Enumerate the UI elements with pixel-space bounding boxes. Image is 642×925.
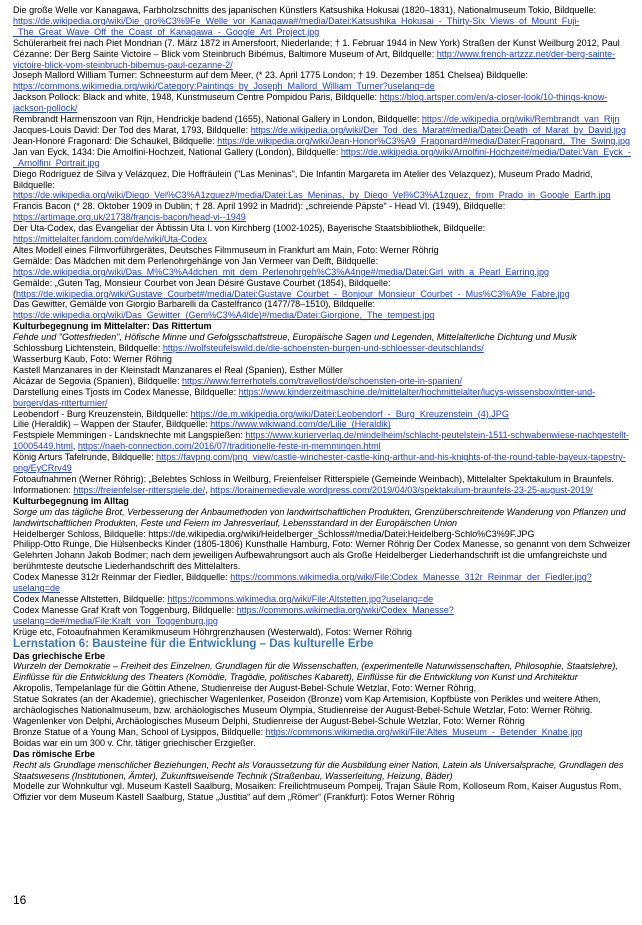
credit-text: Joseph Mallord William Turner: Schneesturm auf dem Meer, (* 23. April 1775 London; † 19. Dezember 1851 Chelsea) Bildquelle: [13, 70, 528, 81]
credit-entry [13, 38, 632, 71]
credit-entry [13, 169, 632, 202]
source-link[interactable]: https://artimage.org.uk/21738/francis-bacon/head-vi--1949 [13, 212, 246, 223]
source-link[interactable]: https://commons.wikimedia.org/wiki/Category:Paintings_by_Joseph_Mallord_William_Turner?uselang=de [13, 81, 435, 92]
credit-text: Schülerarbeit frei nach Piet Mondrian (7. März 1872 in Amersfoort, Niederlande; † 1. Februar 1944 in New York) Straßen der Kunst Weilburg 2012, Paul Cézanne: Der Berg Sainte Victoire – Blick vom Steinbruch Bibémus, Baltimore Museum of Art, Bildquelle: [13, 37, 620, 59]
credit-text: Krüge etc, Fotoaufnahmen Keramikmuseum Höhrgrenzhausen (Westerwald), Fotos: Werner Röhrig [13, 626, 412, 637]
credit-text: Altes Modell eines Filmvorführgerätes, Deutsches Filmmuseum in Frankfurt am Main, Foto: Werner Röhrig [13, 244, 439, 255]
credit-text: Codex Manesse Altstetten, Bildquelle: [13, 593, 168, 604]
credit-entry [13, 430, 632, 452]
source-link[interactable]: https://www.wikiwand.com/de/Lilie_(Heraldik) [210, 419, 391, 430]
credit-entry [13, 627, 632, 638]
credit-entry [13, 474, 632, 496]
credit-text: Jacques-Louis David: Der Tod des Marat, 1793, Bildquelle: [13, 124, 251, 135]
credit-text: , [72, 441, 78, 452]
credit-text: Fotoaufnahmen (Werner Röhrig): „Belebtes Schloss in Weilburg, Freienfelser Ritterspiele (Gemeinde Weinbach), Mittelalter Spektakulum in Braunfels. Informationen: [13, 473, 614, 495]
credit-entry [13, 92, 632, 114]
source-link[interactable]: https://www.kurierverlag.de/mindelheim/schlacht-peutelstein-1511-schwabenwiese-nachgestellt-10005449.html [13, 430, 629, 452]
source-link[interactable]: https://de.wikipedia.org/wiki/Diego_Vel%C3%A1zquez#/media/Datei:Las_Meninas,_by_Diego_Vel%C3%A1zquez,_from_Prado_in_Google_Earth.jpg [13, 190, 611, 201]
credit-text: Bronze Statue of a Young Man, School of Lysippos, Bildquelle: [13, 726, 266, 737]
image-credits-list [13, 683, 632, 748]
credit-text: Boidas war ein um 300 v. Chr. tätiger griechischer Erzgießer. [13, 737, 256, 748]
intro-roemisches-erbe: Recht als Grundlage menschlicher Beziehungen, Recht als Voraussetzung für die Ausbildung einer Nation, Latein als Universalsprache, Grundlagen des Staatswesens (Institutionen, Ämter), Zukunftsweisende Technik (Straßenbau, Wasserleitung, Heizung, Bäder) [13, 759, 624, 781]
credit-text: Philipp-Otto Runge, Die Hülsenbecks Kinder (1805-1806) Kunsthalle Hamburg, Foto: Werner Röhrig Der Codex Manesse, so genannt von dem Schweizer Gelehrten Johann Jakob Bodmer; nach dem jeweiligen Aufbewahrungsort auch als Große Heidelberger Liederhandschrift ist die umfangreichste und berühmteste deutsche Liederhandschrift des Mittelalters. [13, 539, 631, 572]
subheading-alltag: Kulturbegegnung im Alltag [13, 495, 129, 506]
credit-text: Codex Manesse 312r Reinmar der Fiedler, Bildquelle: [13, 572, 231, 583]
credit-entry [13, 5, 632, 38]
credit-entry [13, 201, 632, 223]
source-link[interactable]: https://naeh-connection.com/2016/07/traditionelle-feste-in-memmingen.html [77, 441, 381, 452]
credit-text: Modelle zur Wohnkultur vgl. Museum Kastell Saalburg, Mosaiken: Freilichtmuseum Pompeij, Trajan Säule Rom, Kolloseum Rom, Kaiser Augustus Rom, Offizier vor dem Museum Kastell Saalburg, Statue „Justitia“ auf dem „Römer“ (Frankfurt): Fotos Werner Röhrig [13, 781, 622, 803]
credit-text: König Arturs Tafelrunde, Bildquelle: [13, 452, 157, 463]
credit-entry [13, 539, 632, 572]
credit-entry [13, 419, 632, 430]
credit-text: Jean-Honoré Fragonard: Die Schaukel, Bildquelle: [13, 135, 218, 146]
credit-text: Lilie (Heraldik) – Wappen der Staufer, Bildquelle: [13, 419, 211, 430]
source-link[interactable]: http://www.french-artzzz.net/der-berg-sainte-victoire-blick-vom-steinbruch-bibemus-paul-cezanne-2/ [13, 48, 616, 70]
source-link[interactable]: https://de.wikipedia.org/wiki/Arnolfini-Hochzeit#/media/Datei:Van_Eyck_-_Arnolfini_Portrait.jpg [13, 146, 631, 168]
section-heading-lernstation-6: Lernstation 6: Bausteine für die Entwicklung – Das kulturelle Erbe [13, 637, 374, 650]
credit-entry [13, 299, 632, 321]
source-link[interactable]: https://www.kinderzeitmaschine.de/mittelalter/hochmittelalter/lucys-wissensbox/ritter-und-burgen/das-ritterturnier/ [13, 386, 596, 408]
credit-entry [13, 136, 632, 147]
credit-entry [13, 727, 632, 738]
credit-entry [13, 594, 632, 605]
subheading-griechisches-erbe: Das griechische Erbe [13, 650, 106, 661]
credit-text: Codex Manesse Graf Kraft von Toggenburg, Bildquelle: [13, 604, 237, 615]
credit-text: Wasserburg Kaub, Foto: Werner Röhrig [13, 354, 172, 364]
credit-text: Statue Sokrates (an der Akademie), griechischer Wagenlenker, Poseidon (Bronze) vom Kap Artemision, Kopfbüste von Perikles und weitere Athen, archäologisches Nationalmuseum, bzw. archäologisches Museum Olympia, Studienreise der August-Bebel-Schule Wetzlar, Foto: Werner Röhrig. [13, 694, 601, 716]
credit-text: Jackson Pollock: Black and white, 1948, Kunstmuseum Centre Pompidou Paris, Bildquelle: [13, 92, 380, 103]
credit-text: Akropolis, Tempelanlage für die Göttin Athene, Studienreise der August-Bebel-Schule Wetzlar, Foto: Werner Röhrig, [13, 683, 477, 694]
credit-entry [13, 683, 632, 694]
credit-text: Wagenlenker von Delphi, Archäologisches Museum Delphi, Studienreise der August-Bebel-Schule Wetzlar, Foto: Werner Röhrig [13, 716, 525, 726]
credit-text: Jan van Eyck, 1434: Die Arnolfini-Hochzeit, National Gallery (London), Bildquelle: [13, 146, 341, 157]
credit-entry [13, 694, 632, 716]
credit-text: Die große Welle vor Kanagawa, Farbholzschnitts des japanischen Künstlers Katsushika Hokusai (1820–1831), Nationalmuseum Tokio, Bildquelle: [13, 5, 597, 15]
credit-entry [13, 354, 632, 365]
intro-rittertum: Fehde und "Gottesfrieden", Höfische Minne und Gefolgsschaftstreue, Europäische Sagen und Legenden, Mittelalterliche Dichtung und Musik [13, 332, 577, 343]
credit-text: Das Gewitter, Gemälde von Giorgio Barbarelli da Castelfranco (1477/78–1510), Bildquelle: [13, 299, 376, 310]
subheading-rittertum: Kulturbegegnung im Mittelalter: Das Rittertum [13, 321, 212, 332]
image-credits-list [13, 343, 632, 496]
credit-text: Diego Rodríguez de Silva y Velázquez, Die Hoffräulein ("Las Meninas", Die Infantin Margareta im Atelier des Velazquez), Museum Prado Madrid, Bildquelle: [13, 168, 593, 190]
credit-entry [13, 245, 632, 256]
source-link[interactable]: https://lorainemedievale.wordpress.com/2019/04/03/spektakulum-braunfels-23-25-august-2019/ [210, 484, 593, 495]
credit-entry [13, 738, 632, 749]
source-link[interactable]: https://de.wikipedia.org/wiki/Rembrandt_van_Rijn [421, 114, 620, 125]
credit-entry [13, 343, 632, 354]
source-link[interactable]: https://freienfelser-ritterspiele.de/ [73, 484, 206, 495]
image-credits-list [13, 781, 632, 803]
source-link[interactable]: https://commons.wikimedia.org/wiki/Codex_Manesse?uselang=de#/media/File:Kraft_von_Toggenburg.jpg [13, 604, 454, 626]
subheading-roemisches-erbe: Das römische Erbe [13, 748, 95, 759]
source-link[interactable]: https://commons.wikimedia.org/wiki/File:Codex_Manesse_312r_Reinmar_der_Fiedler.jpg?uselang=de [13, 572, 592, 594]
credit-entry [13, 114, 632, 125]
credit-entry [13, 716, 632, 727]
credit-entry [13, 605, 632, 627]
intro-griechisches-erbe: Wurzeln der Demokratie – Freiheit des Einzelnen, Grundlagen für die Wissenschaften, (experimentelle Naturwissenschaften, Philosophie, Staatslehre), Einflüsse für die Entwicklung des Theaters (Komödie, Tragödie, politisches Kabarett), Einflüsse für die Entwicklung von Kunst und Architektur [13, 661, 618, 683]
credit-text: Festspiele Memmingen - Landsknechte mit Langspießen: [13, 430, 246, 441]
source-link[interactable]: https://favpng.com/png_view/castle-winchester-castle-king-arthur-and-his-knights-of-the-round-table-bayeux-tapestry-png/EyCRrv49 [13, 452, 626, 474]
credit-text: Francis Bacon (* 28. Oktober 1909 in Dublin; † 28. April 1992 in Madrid): „schreiende Päpste“ - Head VI. (1949), Bildquelle: [13, 201, 506, 212]
credit-text: Gemälde: Das Mädchen mit dem Perlenohrgehänge von Jan Vermeer van Delft, Bildquelle: [13, 255, 379, 266]
source-link[interactable]: https://commons.wikimedia.org/wiki/File:Altstetten.jpg?uselang=de [167, 593, 434, 604]
source-link[interactable]: https://de.wikipedia.org/wiki/Gustave_Courbet#/media/Datei:Gustave_Courbet_-_Bonjour_Monsieur_Courbet_-_Mus%C3%A9e_Fabre.jpg [16, 288, 570, 299]
source-link[interactable]: https://mittelalter.fandom.com/de/wiki/Uta-Codex [13, 234, 208, 245]
credit-text: Leobendorf - Burg Kreuzenstein, Bildquelle: [13, 408, 191, 419]
intro-alltag: Sorge um das tägliche Brot, Verbesserung der Anbaumethoden von landwirtschaftlichen Produkten, Grenzüberschreitende Wanderung von Pflanzen und landwirtschaftlichen Produkten, Feste und Feiern im Jahresverlauf, Lebensstandard in der Europäischen Union [13, 506, 626, 528]
credit-text: Kastell Manzanares in der Kleinstadt Manzanares el Real (Spanien), Esther Müller [13, 364, 343, 375]
source-link[interactable]: https://de.m.wikipedia.org/wiki/Datei:Leobendorf_-_Burg_Kreuzenstein_(4).JPG [190, 408, 509, 419]
source-link[interactable]: https://blog.artsper.com/en/a-closer-look/10-things-know-jackson-pollock/ [13, 92, 608, 114]
document-body [13, 5, 632, 803]
image-credits-list [13, 5, 632, 321]
credit-entry [13, 256, 632, 278]
credit-entry [13, 387, 632, 409]
source-link[interactable]: https://www.ferrerhotels.com/travellost/de/schoensten-orte-in-spanien/ [181, 375, 463, 386]
credit-text: Rembrandt Harmenszoon van Rijn, Hendrickje badend (1655), National Gallery in London, Bildquelle: [13, 114, 422, 125]
credit-text: Alcázar de Segovia (Spanien), Bildquelle: [13, 375, 182, 386]
credit-entry [13, 278, 632, 300]
source-link[interactable]: https://commons.wikimedia.org/wiki/File:Altes_Museum_-_Betender_Knabe.jpg [265, 726, 583, 737]
credit-entry [13, 376, 632, 387]
credit-text: Schlossburg Lichtenstein, Bildquelle: [13, 343, 163, 354]
credit-text: Darstellung eines Tjosts im Codex Manesse, Bildquelle: [13, 386, 239, 397]
credit-entry [13, 223, 632, 245]
credit-entry [13, 147, 632, 169]
source-link[interactable]: https://de.wikipedia.org/wiki/Die_gro%C3%9Fe_Welle_vor_Kanagawa#/media/Datei:Katsushika_Hokusai_-_Thirty-Six_Views_of_Mount_Fuji-_The_Great_Wave_Off_the_Coast_of_Kanagawa_-_Google_Art_Project.jpg [13, 15, 580, 37]
credit-entry [13, 365, 632, 376]
credit-entry [13, 781, 632, 803]
source-link[interactable]: https://wolfsteufelswild.de/die-schoensten-burgen-und-schloesser-deutschlands/ [162, 343, 484, 354]
credit-text: , [205, 484, 211, 495]
source-link[interactable]: https://de.wikipedia.org/wiki/Jean-Honor%C3%A9_Fragonard#/media/Datei:Fragonard,_The_Swing.jpg [217, 135, 631, 146]
credit-entry [13, 70, 632, 92]
page-number: 16 [13, 893, 27, 907]
credit-entry [13, 572, 632, 594]
credit-text: Gemälde: „Guten Tag, Monsieur Courbet von Jean Désiré Gustave Courbet (1854), Bildquelle: ( [13, 277, 391, 299]
source-link[interactable]: https://de.wikipedia.org/wiki/Der_Tod_des_Marat#/media/Datei:Death_of_Marat_by_David.jpg [250, 124, 626, 135]
credit-text: Der Uta-Codex, das Evangeliar der Äbtissin Uta I. von Kirchberg (1002-1025), Bayerische Staatsbibliothek, Bildquelle: [13, 223, 486, 234]
source-link[interactable]: https://de.wikipedia.org/wiki/Das_Gewitter_(Gem%C3%A4lde)#/media/Datei:Giorgione,_The_tempest.jpg [13, 310, 435, 321]
credit-entry [13, 409, 632, 420]
credit-entry [13, 452, 632, 474]
source-link[interactable]: https://de.wikipedia.org/wiki/Das_M%C3%A4dchen_mit_dem_Perlenohrgeh%C3%A4nge#/media/Datei:Girl_with_a_Pearl_Earring.jpg [13, 266, 550, 277]
credit-text: Heidelberger Schloss, Bildquelle: https://de.wikipedia.org/wiki/Heidelberger_Schloss#/media/Datei:Heidelberg-Schlo%C3%9F.JPG [13, 528, 535, 539]
credit-entry [13, 529, 632, 540]
credit-entry [13, 125, 632, 136]
image-credits-list [13, 529, 632, 638]
